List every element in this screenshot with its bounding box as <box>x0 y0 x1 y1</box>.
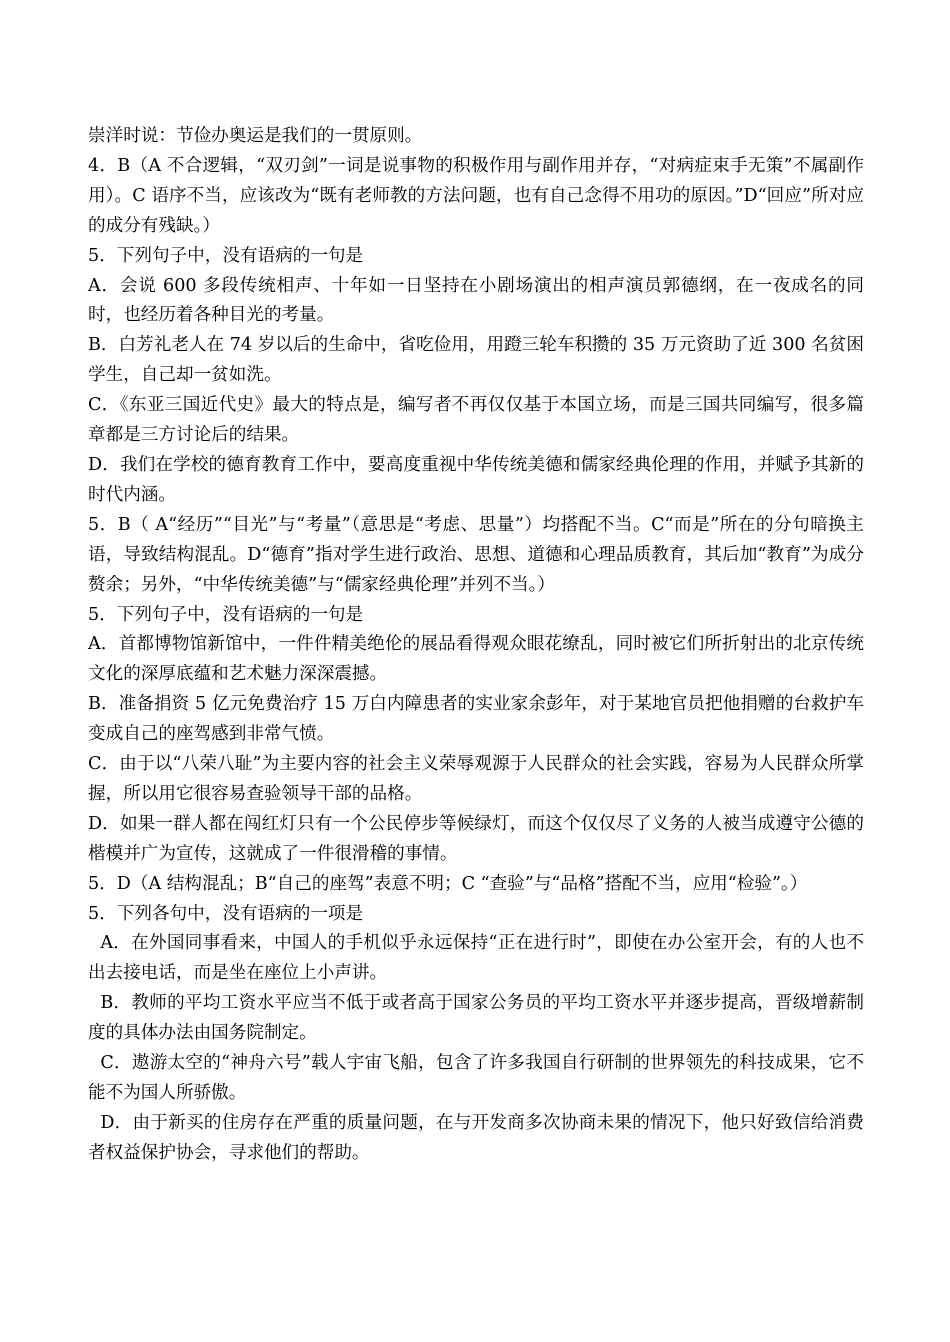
text-paragraph: 崇洋时说：节俭办奥运是我们的一贯原则。 <box>88 126 423 146</box>
answer-paragraph: 4．B（A 不合逻辑，“双刃剑”一词是说事物的积极作用与副作用并存，“对病症束手无策”不属副作用）。C 语序不当，应该改为“既有老师教的方法问题，也有自己念得不用功的原因。”D“回应”所对应的成分有残缺。） <box>88 155 864 236</box>
option-a: A．首都博物馆新馆中，一件件精美绝伦的展品看得观众眼花缭乱，同时被它们所折射出的北京传统文化的深厚底蕴和艺术魅力深深震撼。 <box>88 634 864 685</box>
option-b: B．教师的平均工资水平应当不低于或者高于国家公务员的平均工资水平并逐步提高，晋级增薪制度的具体办法由国务院制定。 <box>88 993 864 1044</box>
option-c: C．《东亚三国近代史》最大的特点是，编写者不再仅仅基于本国立场，而是三国共同编写，很多篇章都是三方讨论后的结果。 <box>88 395 864 446</box>
option-c: C．由于以“八荣八耻”为主要内容的社会主义荣辱观源于人民群众的社会实践，容易为人民群众所掌握，所以用它很容易查验领导干部的品格。 <box>88 754 864 804</box>
option-d: D．我们在学校的德育教育工作中，要高度重视中华传统美德和儒家经典伦理的作用，并赋予其新的时代内涵。 <box>88 454 864 505</box>
question-stem: 5．下列各句中，没有语病的一项是 <box>88 903 364 924</box>
option-b: B．白芳礼老人在 74 岁以后的生命中，省吃俭用，用蹬三轮车积攒的 35 万元资助了近 300 名贫困学生，自己却一贫如洗。 <box>88 335 864 386</box>
option-a: A．在外国同事看来，中国人的手机似乎永远保持“正在进行时”，即使在办公室开会，有的人也不出去接电话，而是坐在座位上小声讲。 <box>88 933 864 984</box>
option-b: B．准备捐资 5 亿元免费治疗 15 万白内障患者的实业家余彭年，对于某地官员把他捐赠的台救护车变成自己的座驾感到非常气愤。 <box>88 694 864 745</box>
question-stem: 5．下列句子中，没有语病的一句是 <box>88 245 364 266</box>
answer-paragraph: 5．D（A 结构混乱；B“自己的座驾”表意不明；C “查验”与“品格”搭配不当，应用“检验”。） <box>88 873 808 894</box>
option-d: D．由于新买的住房存在严重的质量问题，在与开发商多次协商未果的情况下，他只好致信给消费者权益保护协会，寻求他们的帮助。 <box>88 1112 864 1163</box>
option-a: A．会说 600 多段传统相声、十年如一日坚持在小剧场演出的相声演员郭德纲，在一夜成名的同时，也经历着各种目光的考量。 <box>88 275 864 326</box>
document-body <box>88 122 864 1169</box>
answer-paragraph: 5．B（ A“经历”“目光”与“考量”（意思是“考虑、思量”）均搭配不当。C“而是”所在的分句暗换主语，导致结构混乱。D“德育”指对学生进行政治、思想、道德和心理品质教育，其后加“教育”为成分赘余；另外，“中华传统美德”与“儒家经典伦理”并列不当。） <box>88 514 864 595</box>
option-c: C．遨游太空的“神舟六号”载人宇宙飞船，包含了许多我国自行研制的世界领先的科技成果，它不能不为国人所骄傲。 <box>88 1053 864 1103</box>
option-d: D．如果一群人都在闯红灯只有一个公民停步等候绿灯，而这个仅仅尽了义务的人被当成遵守公德的楷模并广为宣传，这就成了一件很滑稽的事情。 <box>88 813 864 864</box>
question-stem: 5．下列句子中，没有语病的一句是 <box>88 604 364 625</box>
